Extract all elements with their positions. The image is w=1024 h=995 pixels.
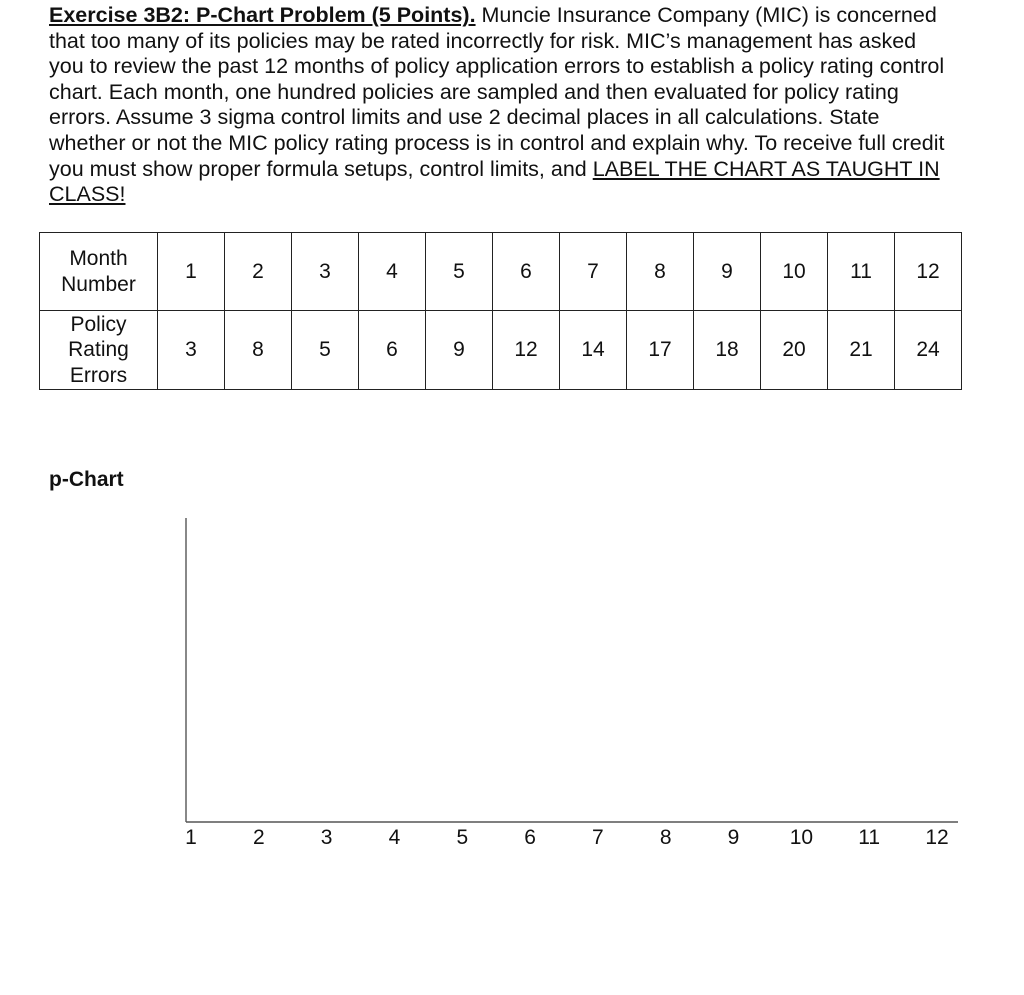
month-cell: 5 [426,233,493,311]
errors-cell: 24 [895,311,962,390]
month-cell: 4 [359,233,426,311]
month-cell: 8 [627,233,694,311]
x-tick-label: 9 [727,826,740,849]
errors-cell: 6 [359,311,426,390]
p-chart [0,500,1024,860]
problem-text-line-4: chart. Each month, one hundred policies are sampled and then evaluated for policy rating [49,79,899,104]
month-cell: 3 [292,233,359,311]
errors-cell: 20 [761,311,828,390]
month-cell: 7 [560,233,627,311]
month-cell: 6 [493,233,560,311]
label-instruction-line-1: LABEL THE CHART AS TAUGHT IN [592,156,940,181]
x-tick-label: 11 [858,826,881,849]
month-number-row [40,233,962,311]
month-cell: 9 [694,233,761,311]
x-tick-label: 2 [252,826,265,849]
x-tick-label: 1 [185,826,197,849]
problem-text-line-5: errors. Assume 3 sigma control limits and use 2 decimal places in all calculations. State [49,105,880,130]
x-tick-label: 3 [320,826,333,849]
problem-text-line-2: that too many of its policies may be rated incorrectly for risk. MIC’s management has asked [49,28,917,53]
errors-label: Errors [69,363,128,387]
month-cell: 12 [895,233,962,311]
rating-label: Rating [68,338,129,362]
problem-statement [49,3,999,208]
x-tick-label: 6 [524,826,536,849]
x-tick-label: 5 [456,826,469,849]
month-number-header [40,233,158,311]
month-cell: 1 [158,233,225,311]
policy-label: Policy [70,312,127,336]
x-tick-label: 10 [789,826,814,849]
policy-rating-errors-header [40,311,158,390]
errors-cell: 8 [225,311,292,390]
errors-cell: 21 [828,311,895,390]
errors-cell: 5 [292,311,359,390]
number-label: Number [61,272,136,296]
exercise-heading: Exercise 3B2: P-Chart Problem (5 Points). [49,3,476,27]
month-cell: 10 [761,233,828,311]
month-label: Month [69,247,128,270]
errors-cell: 18 [694,311,761,390]
x-tick-label: 12 [925,826,949,849]
problem-text-line-1: Muncie Insurance Company (MIC) is concerned [475,3,937,27]
errors-cell: 17 [627,311,694,390]
problem-text-line-6: whether or not the MIC policy rating process is in control and explain why. To receive full credit [49,130,945,155]
x-tick-label: 7 [592,826,604,849]
policy-rating-errors-row [40,311,962,390]
x-tick-label: 4 [388,826,401,849]
chart-title: p-Chart [49,468,124,491]
errors-cell: 3 [158,311,225,390]
problem-text-line-3: you to review the past 12 months of policy application errors to establish a policy rating control [49,54,945,79]
errors-cell: 12 [493,311,560,390]
month-cell: 11 [828,233,895,311]
errors-cell: 9 [426,311,493,390]
errors-cell: 14 [560,311,627,390]
problem-text-line-7: you must show proper formula setups, control limits, and [49,156,593,181]
month-cell: 2 [225,233,292,311]
policy-errors-table [39,232,962,390]
x-tick-label: 8 [659,826,672,849]
x-tick-labels [185,826,949,849]
label-instruction-line-2: CLASS! [49,182,126,207]
